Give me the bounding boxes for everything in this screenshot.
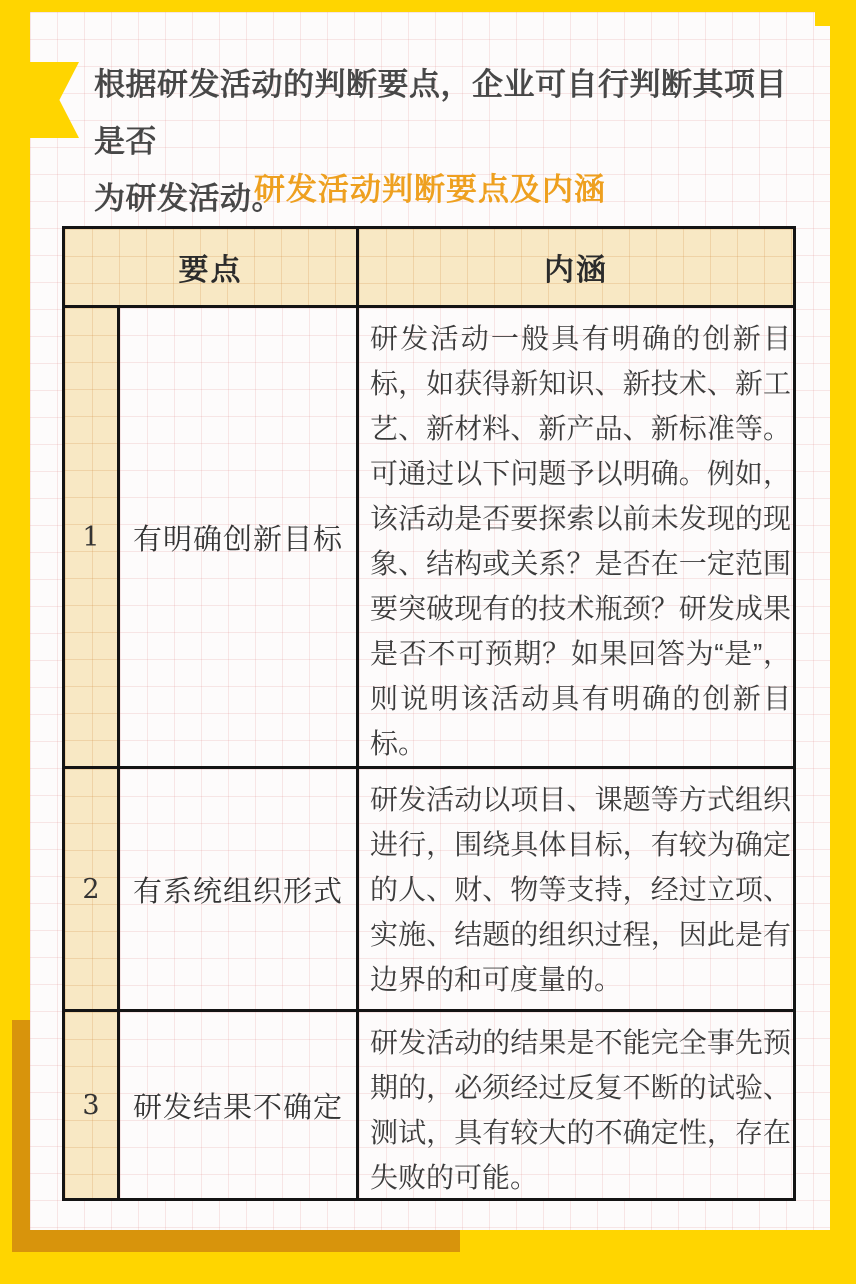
row1-number: 1 <box>65 308 117 766</box>
intro-line-2: 为研发活动。 <box>94 181 283 216</box>
intro-line-1: 根据研发活动的判断要点，企业可自行判断其项目是否 <box>94 67 787 159</box>
page-title: 研发活动判断要点及内涵 <box>254 172 606 207</box>
row2-number: 2 <box>65 769 117 1009</box>
corner-step <box>815 12 830 26</box>
criteria-table <box>62 226 796 1201</box>
row3-keypoint: 研发结果不确定 <box>120 1012 356 1198</box>
table-header-keypoint: 要点 <box>65 229 356 305</box>
ribbon-marker-icon <box>30 62 79 138</box>
row3-number: 3 <box>65 1012 117 1198</box>
row3-content: 研发活动的结果是不能完全事先预期的，必须经过反复不断的试验、测试，具有较大的不确定性，存在失败的可能。 <box>359 1012 793 1198</box>
row1-content: 研发活动一般具有明确的创新目标，如获得新知识、新技术、新工艺、新材料、新产品、新标准等。可通过以下问题予以明确。例如，该活动是否要探索以前未发现的现象、结构或关系？是否在一定范围要突破现有的技术瓶颈？研发成果是否不可预期？如果回答为“是”，则说明该活动具有明确的创新目标。 <box>359 308 793 766</box>
row2-content: 研发活动以项目、课题等方式组织进行，围绕具体目标，有较为确定的人、财、物等支持，经过立项、实施、结题的组织过程，因此是有边界的和可度量的。 <box>359 769 793 1009</box>
content-panel <box>30 12 830 1230</box>
row2-keypoint: 有系统组织形式 <box>120 769 356 1009</box>
table-header-content: 内涵 <box>359 229 793 305</box>
row1-keypoint: 有明确创新目标 <box>120 308 356 766</box>
